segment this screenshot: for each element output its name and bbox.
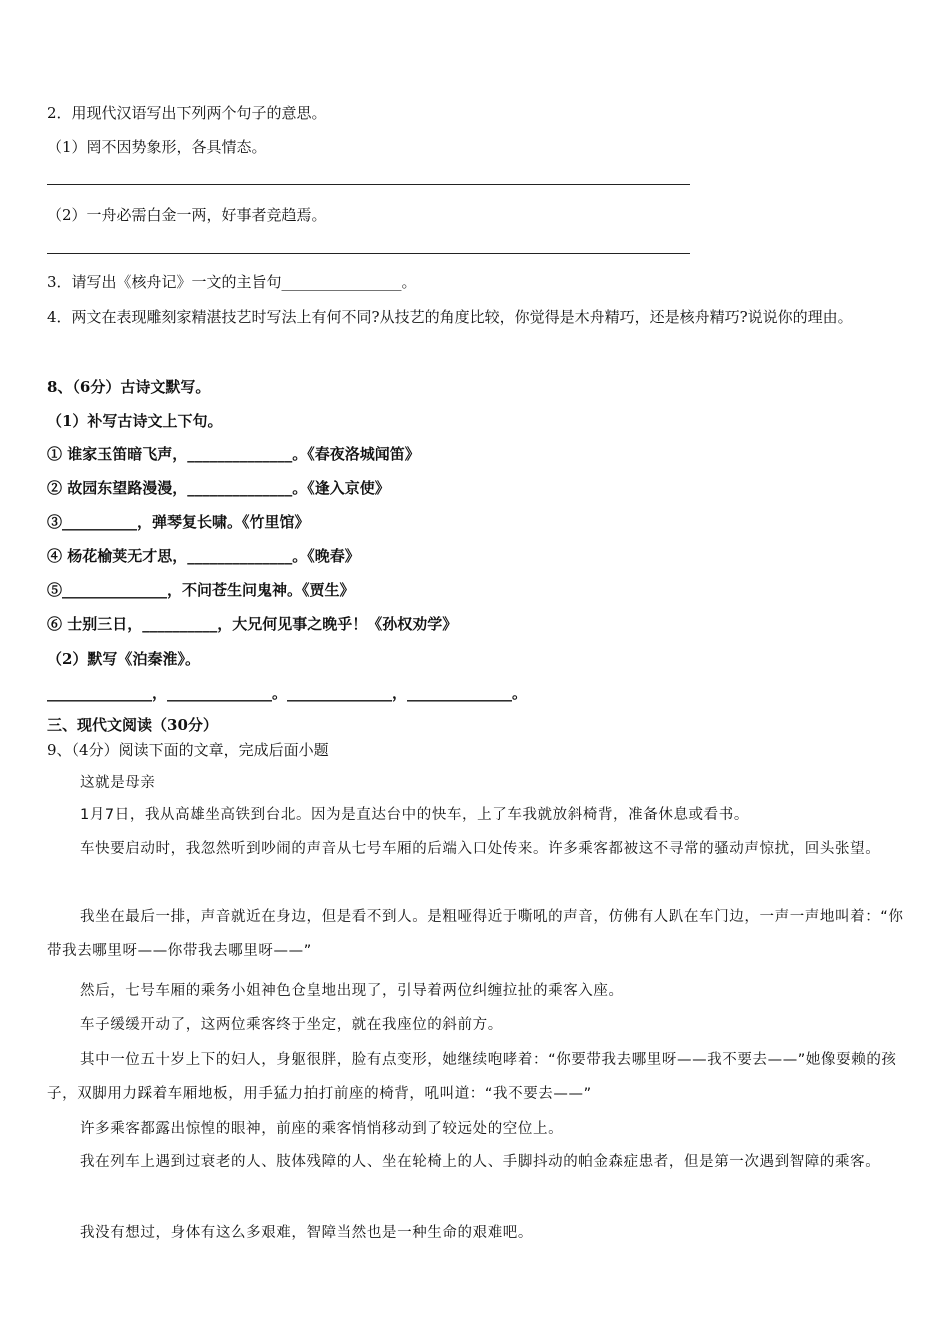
article-paragraph-6: 其中一位五十岁上下的妇人，身躯很胖，脸有点变形，她继续咆哮着：“你要带我去哪里呀——我不要去——”她像耍赖的孩子，双脚用力踩着车厢地板，用手猛力拍打前座的椅背，吼叫道：“我不要去——”	[47, 1052, 897, 1102]
article-paragraph-7: 许多乘客都露出惊惶的眼神，前座的乘客悄悄移动到了较远处的空位上。	[80, 1121, 564, 1137]
q8-title: 8、（6分）古诗文默写。	[47, 378, 211, 396]
article-paragraph-8: 我在列车上遇到过衰老的人、肢体残障的人、坐在轮椅上的人、手脚抖动的帕金森症患者，但是第一次遇到智障的乘客。	[80, 1154, 881, 1170]
q2-title: 2．用现代汉语写出下列两个句子的意思。	[47, 104, 327, 122]
q8-item-4: ④ 杨花榆荚无才思，______________。《晚春》	[47, 547, 360, 565]
answer-line-1[interactable]	[47, 184, 690, 185]
q2-sentence-2: （2）一舟必需白金一两，好事者竞趋焉。	[47, 206, 327, 224]
q8-blanks: ______________，______________。______________，______________。	[47, 684, 528, 702]
article-paragraph-5: 车子缓缓开动了，这两位乘客终于坐定，就在我座位的斜前方。	[80, 1017, 503, 1033]
q8-item-6: ⑥ 士别三日，__________，大兄何见事之晚乎！《孙权劝学》	[47, 615, 458, 633]
article-paragraph-9: 我没有想过，身体有这么多艰难，智障当然也是一种生命的艰难吧。	[80, 1225, 533, 1241]
q2-sentence-1: （1）罔不因势象形，各具情态。	[47, 138, 267, 156]
article-paragraph-1: 1月7日，我从高雄坐高铁到台北。因为是直达台中的快车，上了车我就放斜椅背，准备休息或看书。	[80, 807, 749, 823]
article-paragraph-3: 我坐在最后一排，声音就近在身边，但是看不到人。是粗哑得近于嘶吼的声音，仿佛有人趴在车门边，一声一声地叫着：“你带我去哪里呀——你带我去哪里呀——”	[47, 909, 904, 959]
article-title: 这就是母亲	[80, 775, 156, 791]
q8-item-1: ① 谁家玉笛暗飞声，______________。《春夜洛城闻笛》	[47, 445, 420, 463]
q3-text: 3．请写出《核舟记》一文的主旨句________________。	[47, 273, 417, 291]
q8-sub1: （1）补写古诗文上下句。	[47, 412, 223, 430]
q8-item-3: ③__________，弹琴复长啸。《竹里馆》	[47, 513, 310, 531]
q4-text: 4．两文在表现雕刻家精湛技艺时写法上有何不同?从技艺的角度比较，你觉得是木舟精巧，还是核舟精巧?说说你的理由。	[47, 308, 853, 326]
q8-sub2: （2）默写《泊秦淮》。	[47, 650, 200, 668]
article-paragraph-4: 然后，七号车厢的乘务小姐神色仓皇地出现了，引导着两位纠缠拉扯的乘客入座。	[80, 983, 624, 999]
answer-line-2[interactable]	[47, 253, 690, 254]
q8-item-2: ② 故园东望路漫漫，______________。《逢入京使》	[47, 479, 390, 497]
section-3-heading: 三、现代文阅读（30分）	[47, 716, 218, 734]
q9-title: 9、（4分）阅读下面的文章，完成后面小题	[47, 741, 329, 759]
q8-item-5: ⑤______________，不问苍生问鬼神。《贾生》	[47, 581, 355, 599]
article-paragraph-2: 车快要启动时，我忽然听到吵闹的声音从七号车厢的后端入口处传来。许多乘客都被这不寻常的骚动声惊扰，回头张望。	[80, 841, 881, 857]
